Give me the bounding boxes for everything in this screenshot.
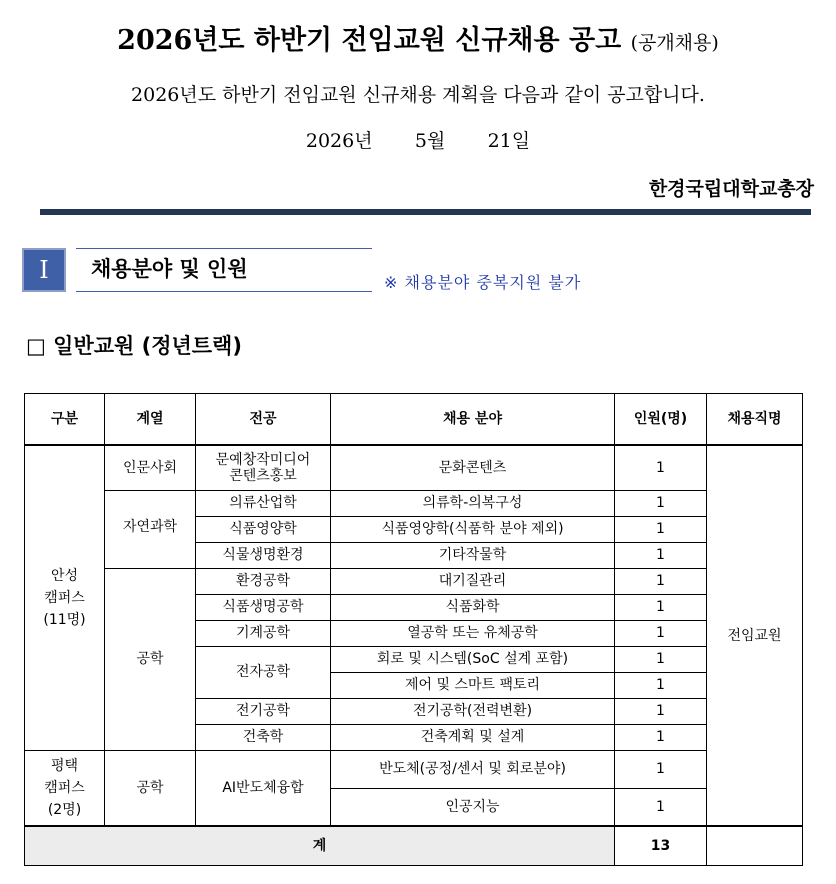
section-title: 채용분야 및 인원: [76, 248, 372, 292]
header-cell: 인원(명): [615, 394, 707, 446]
count-cell: 1: [615, 672, 707, 698]
count-cell: 1: [615, 620, 707, 646]
section-note: ※ 채용분야 중복지원 불가: [384, 273, 582, 292]
group-cell: 자연과학: [105, 490, 196, 568]
field-cell: 열공학 또는 유체공학: [331, 620, 615, 646]
major-cell: 문예창작미디어 콘텐츠홍보: [196, 445, 331, 490]
count-cell: 1: [615, 568, 707, 594]
major-cell: 전기공학: [196, 698, 331, 724]
field-cell: 기타작물학: [331, 542, 615, 568]
section-number-badge: I: [22, 248, 66, 292]
header-divider: [40, 209, 811, 215]
field-cell: 의류학-의복구성: [331, 490, 615, 516]
count-cell: 1: [615, 542, 707, 568]
major-cell: 식품영양학: [196, 516, 331, 542]
count-cell: 1: [615, 516, 707, 542]
field-cell: 전기공학(전력변환): [331, 698, 615, 724]
header-cell: 채용직명: [707, 394, 803, 446]
table-header-row: [25, 394, 803, 446]
major-cell: 식물생명환경: [196, 542, 331, 568]
major-cell: AI반도체융합: [196, 750, 331, 826]
total-empty-cell: [707, 826, 803, 866]
table-row: [25, 750, 803, 788]
president-signature: 한경국립대학교총장: [648, 178, 814, 200]
header-cell: 채용 분야: [331, 394, 615, 446]
position-cell: 전임교원: [707, 445, 803, 826]
title-main: 2026년도 하반기 전임교원 신규채용 공고: [117, 25, 622, 56]
count-cell: 1: [615, 445, 707, 490]
field-cell: 인공지능: [331, 788, 615, 826]
count-cell: 1: [615, 646, 707, 672]
total-count: 13: [615, 826, 707, 866]
field-cell: 식품화학: [331, 594, 615, 620]
header-cell: 계열: [105, 394, 196, 446]
major-cell: 전자공학: [196, 646, 331, 698]
header-cell: 전공: [196, 394, 331, 446]
field-cell: 회로 및 시스템(SoC 설계 포함): [331, 646, 615, 672]
group-cell: 인문사회: [105, 445, 196, 490]
campus-cell: 안성 캠퍼스 (11명): [25, 445, 105, 750]
campus-cell: 평택 캠퍼스 (2명): [25, 750, 105, 826]
field-cell: 식품영양학(식품학 분야 제외): [331, 516, 615, 542]
count-cell: 1: [615, 594, 707, 620]
major-cell: 환경공학: [196, 568, 331, 594]
title-sub: (공개채용): [630, 32, 719, 54]
total-row: [25, 826, 803, 866]
count-cell: 1: [615, 788, 707, 826]
subsection-title: □ 일반교원 (정년트랙): [26, 334, 242, 358]
group-cell: 공학: [105, 568, 196, 750]
table-row: [25, 490, 803, 516]
header-cell: 구분: [25, 394, 105, 446]
recruitment-table: [24, 393, 803, 866]
major-cell: 의류산업학: [196, 490, 331, 516]
major-cell: 식품생명공학: [196, 594, 331, 620]
field-cell: 건축계획 및 설계: [331, 724, 615, 750]
field-cell: 제어 및 스마트 팩토리: [331, 672, 615, 698]
page-title: [0, 18, 836, 57]
count-cell: 1: [615, 490, 707, 516]
table-row: [25, 445, 803, 490]
major-cell: 건축학: [196, 724, 331, 750]
count-cell: 1: [615, 750, 707, 788]
intro-text: 2026년도 하반기 전임교원 신규채용 계획을 다음과 같이 공고합니다.: [131, 84, 705, 106]
field-cell: 반도체(공정/센서 및 회로분야): [331, 750, 615, 788]
count-cell: 1: [615, 698, 707, 724]
major-cell: 기계공학: [196, 620, 331, 646]
field-cell: 문화콘텐츠: [331, 445, 615, 490]
announcement-date: 2026년 5월 21일: [305, 130, 531, 152]
total-label: 계: [25, 826, 615, 866]
field-cell: 대기질관리: [331, 568, 615, 594]
table-row: [25, 568, 803, 594]
group-cell: 공학: [105, 750, 196, 826]
count-cell: 1: [615, 724, 707, 750]
